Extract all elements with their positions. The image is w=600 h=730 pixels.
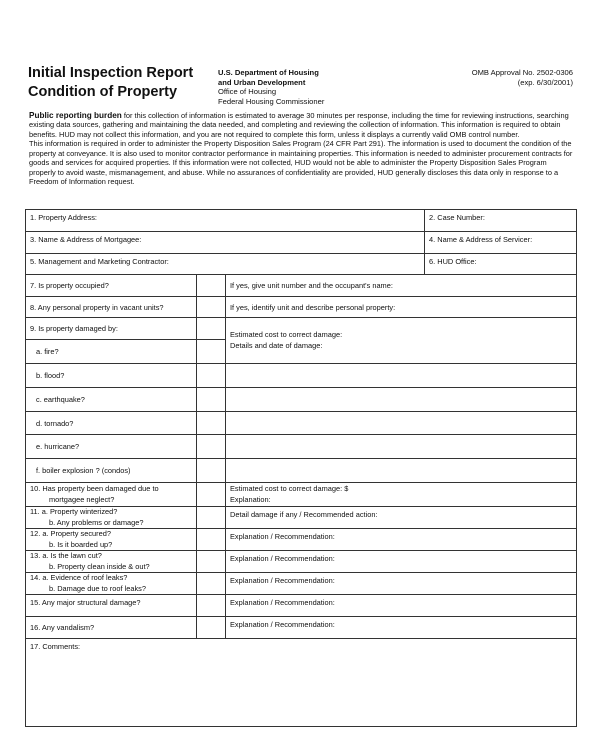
agency-line3: Office of Housing — [218, 87, 277, 97]
report-title-line1: Initial Inspection Report — [28, 65, 194, 81]
question-9d-row — [26, 412, 577, 435]
q14a-label: 14. a. Evidence of roof leaks? — [30, 573, 128, 582]
q12-detail-field[interactable] — [226, 529, 577, 551]
q9c-answer-box[interactable] — [197, 388, 226, 412]
agency-line4: Federal Housing Commissioner — [218, 96, 325, 106]
question-11-row — [26, 507, 577, 529]
burden-text-1: for this collection of information is estimated to average 30 minutes per response, including the time for reviewing instructions, searching existing data sources, gathering and maintaining the data needed, and completing and reviewing the collection of information. This information is required to obtain benefits. HUD may not collect this information, and you are not required to complete this form, unless it displays a currently valid OMB control number. — [29, 111, 569, 139]
question-9b-row — [26, 364, 577, 388]
question-12-row — [26, 529, 577, 551]
property-address-label: 1. Property Address: — [30, 213, 97, 222]
mortgagee-label: 3. Name & Address of Mortgagee: — [30, 235, 142, 244]
report-title — [28, 64, 218, 102]
q14-answer-box[interactable] — [197, 573, 226, 595]
form-row-5 — [26, 254, 577, 275]
q8-detail-label: If yes, identify unit and describe personal property: — [230, 302, 396, 312]
form-row-1 — [26, 210, 577, 232]
q7-detail-field[interactable] — [226, 275, 577, 297]
q11-detail-label: Detail damage if any / Recommended action: — [230, 510, 378, 519]
mortgagee-field[interactable] — [26, 232, 425, 254]
question-9f-row — [26, 459, 577, 483]
hud-office-field[interactable] — [425, 254, 577, 275]
q15-answer-box[interactable] — [197, 595, 226, 617]
q9f-answer-box[interactable] — [197, 459, 226, 483]
question-10-row — [26, 483, 577, 507]
q10-label-line2: mortgagee neglect? — [49, 494, 115, 504]
q14b-label: b. Damage due to roof leaks? — [49, 583, 146, 593]
contractor-field[interactable] — [26, 254, 425, 275]
inspection-form-table — [25, 209, 577, 727]
q9d-detail-field[interactable] — [226, 412, 577, 435]
q7-detail-label: If yes, give unit number and the occupant's name: — [230, 281, 393, 290]
q13-label — [26, 551, 197, 573]
q12-label — [26, 529, 197, 551]
form-row-3 — [26, 232, 577, 254]
burden-paragraph-1 — [29, 111, 575, 139]
q9c-detail-field[interactable] — [226, 388, 577, 412]
q10-label — [26, 483, 197, 507]
q15-detail-field[interactable] — [226, 595, 577, 617]
q15-detail-label: Explanation / Recommendation: — [230, 598, 335, 607]
burden-statement — [29, 111, 575, 187]
q9e-answer-box[interactable] — [197, 435, 226, 459]
q13a-label: 13. a. Is the lawn cut? — [30, 551, 102, 560]
q11b-label: b. Any problems or damage? — [49, 517, 144, 527]
case-number-field[interactable] — [425, 210, 577, 232]
question-9-row — [26, 318, 577, 340]
omb-expiration: (exp. 6/30/2001) — [517, 77, 573, 87]
burden-lead: Public reporting burden — [29, 111, 122, 120]
question-13-row — [26, 551, 577, 573]
q11a-label: 11. a. Property winterized? — [30, 507, 118, 516]
comments-label: 17. Comments: — [30, 642, 81, 651]
question-9c-row — [26, 388, 577, 412]
question-9e-row — [26, 435, 577, 459]
q10-detail-field[interactable] — [226, 483, 577, 507]
q10-explanation-label: Explanation: — [230, 494, 271, 504]
q10-cost-label: Estimated cost to correct damage: $ — [230, 484, 349, 493]
q7-label: 7. Is property occupied? — [26, 275, 197, 297]
q9-details-label: Details and date of damage: — [230, 340, 323, 350]
q9b-answer-box[interactable] — [197, 364, 226, 388]
q13-answer-box[interactable] — [197, 551, 226, 573]
hud-office-label: 6. HUD Office: — [429, 257, 477, 266]
q8-detail-field[interactable] — [226, 297, 577, 318]
q14-detail-field[interactable] — [226, 573, 577, 595]
question-8-row — [26, 297, 577, 318]
comments-field[interactable] — [26, 639, 577, 727]
q13-detail-label: Explanation / Recommendation: — [230, 554, 335, 563]
q8-label: 8. Any personal property in vacant units? — [26, 297, 197, 318]
question-17-row — [26, 639, 577, 727]
agency-block — [218, 68, 418, 106]
contractor-label: 5. Management and Marketing Contractor: — [30, 257, 169, 266]
q9-damage-field[interactable] — [226, 318, 577, 364]
q11-label — [26, 507, 197, 529]
q9-label: 9. Is property damaged by: — [26, 318, 197, 340]
case-number-label: 2. Case Number: — [429, 213, 485, 222]
q9e-detail-field[interactable] — [226, 435, 577, 459]
q12-detail-label: Explanation / Recommendation: — [230, 532, 335, 541]
q9d-answer-box[interactable] — [197, 412, 226, 435]
q16-label: 16. Any vandalism? — [26, 617, 197, 639]
q9-answer-box[interactable] — [197, 318, 226, 340]
question-14-row — [26, 573, 577, 595]
q8-answer-box[interactable] — [197, 297, 226, 318]
q16-detail-field[interactable] — [226, 617, 577, 639]
q9f-detail-field[interactable] — [226, 459, 577, 483]
question-16-row — [26, 617, 577, 639]
q7-answer-box[interactable] — [197, 275, 226, 297]
agency-line2: and Urban Development — [218, 77, 306, 87]
q9c-label: c. earthquake? — [26, 388, 197, 412]
q13-detail-field[interactable] — [226, 551, 577, 573]
omb-number: OMB Approval No. 2502-0306 — [471, 68, 573, 77]
q13b-label: b. Property clean inside & out? — [49, 561, 150, 571]
q9b-detail-field[interactable] — [226, 364, 577, 388]
q14-detail-label: Explanation / Recommendation: — [230, 576, 335, 585]
agency-line1: U.S. Department of Housing — [218, 68, 319, 77]
q11-detail-field[interactable] — [226, 507, 577, 529]
q9a-answer-box[interactable] — [197, 340, 226, 364]
burden-paragraph-2: This information is required in order to administer the Property Disposition Sales Program (24 CFR Part 291). The information is used to document the condition of the property at conveyance. It is also used to monitor contractor performance in maintaining properties. This information is needed to administer procurement contracts for goods and services for acquired properties. If this information were not collected, HUD would not be able to administer the Property Disposition Sales Program properly to avoid waste, mismanagement, and abuse. While no assurances of confidentiality are provided, HUD generally discloses this data only in response to a Freedom of Information request. — [29, 139, 573, 187]
servicer-field[interactable] — [425, 232, 577, 254]
q15-label: 15. Any major structural damage? — [26, 595, 197, 617]
q14-label — [26, 573, 197, 595]
q10-answer-box[interactable] — [197, 483, 226, 507]
q11-answer-box[interactable] — [197, 507, 226, 529]
q10-label-line1: 10. Has property been damaged due to — [30, 484, 159, 493]
q9e-label: e. hurricane? — [26, 435, 197, 459]
q9f-label: f. boiler explosion ? (condos) — [26, 459, 197, 483]
q9b-label: b. flood? — [26, 364, 197, 388]
question-15-row — [26, 595, 577, 617]
q12b-label: b. Is it boarded up? — [49, 539, 113, 549]
q12-answer-box[interactable] — [197, 529, 226, 551]
property-address-field[interactable] — [26, 210, 425, 232]
question-7-row — [26, 275, 577, 297]
report-title-line2: Condition of Property — [28, 84, 178, 100]
q9d-label: d. tornado? — [26, 412, 197, 435]
q16-detail-label: Explanation / Recommendation: — [230, 620, 335, 629]
q9-cost-label: Estimated cost to correct damage: — [230, 330, 343, 339]
omb-approval — [472, 68, 573, 87]
servicer-label: 4. Name & Address of Servicer: — [429, 235, 533, 244]
q16-answer-box[interactable] — [197, 617, 226, 639]
q9a-label: a. fire? — [26, 340, 197, 364]
q12a-label: 12. a. Property secured? — [30, 529, 111, 538]
